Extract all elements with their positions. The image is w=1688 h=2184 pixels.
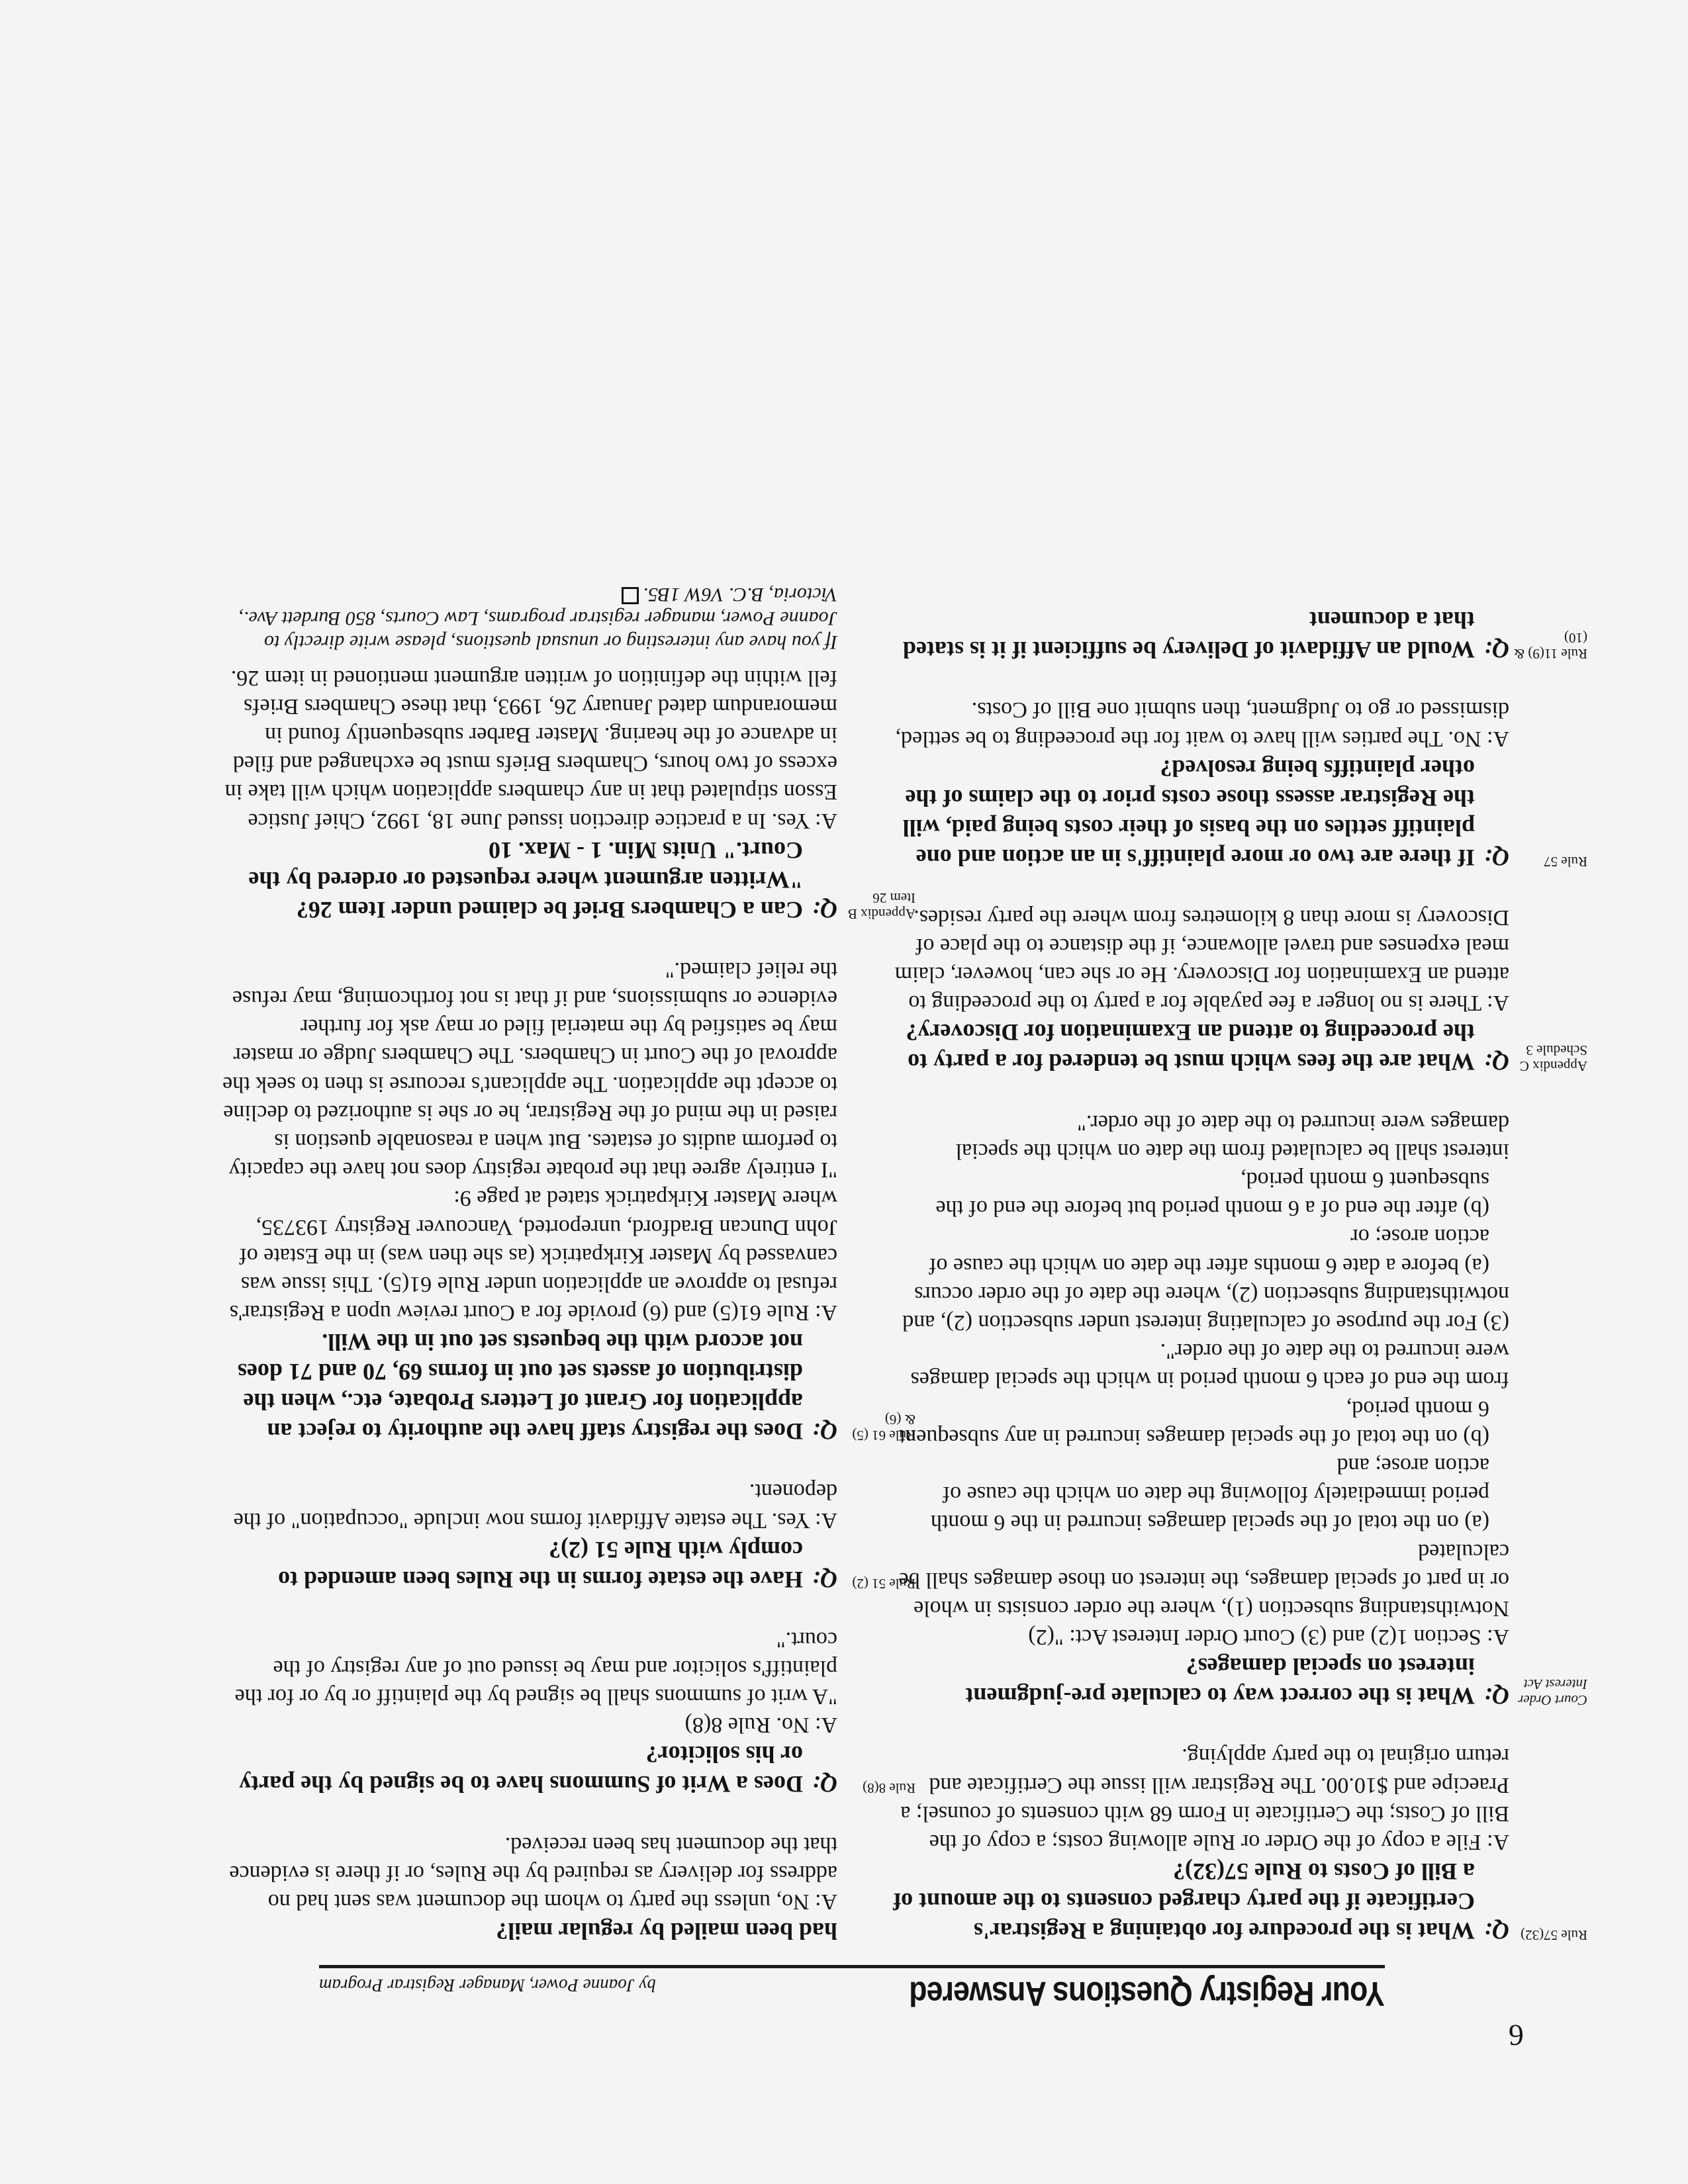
rule-tag: Appendix C Schedule 3 xyxy=(1519,1042,1587,1075)
answer-end: interest shall be calculated from the date on which the special damages were incurred to the date of the order." xyxy=(955,1110,1509,1163)
answer-subsection-3: (3) For the purpose of calculating interest under subsection (2), and notwithstanding subsection (2), where the date of the order occurs xyxy=(902,1281,1509,1335)
qa-court-order-interest xyxy=(890,1108,1587,1711)
question: Q:Does the registry staff have the authority to reject an application for Grant of Letters Probate, etc., when the distribution of assets set out in forms 69, 70 and 71 does not accord with the bequests set out in the Will. xyxy=(237,1329,837,1445)
question: Q:What are the fees which must be tendered for a party to the proceeding to attend an Examination for Discovery? xyxy=(906,1019,1509,1076)
list-item: (b) after the end of a 6 month period but before the end of the subsequent 6 month period, xyxy=(935,1167,1489,1221)
rule-tag: Rule 8(8) xyxy=(863,1780,915,1797)
question: Q:Have the estate forms in the Rules been amended to comply with Rule 51 (2)? xyxy=(278,1536,837,1593)
rule-tag: Rule 61 (5) & (6) xyxy=(852,1412,915,1444)
answer-quote: "I entirely agree that the probate registry does not have the capacity to perform audits of estates. But when a reasonable question is raised in the mind of the Registrar, he or she is authorized to decline to accept the application. The applicant's recourse is then to seek the approval of the Court in Chambers. The Chambers Judge or master may be satisfied by the material filed or may ask for further evidence or submissions, and if that is not forthcoming, may refuse the relief claimed." xyxy=(222,957,837,1183)
page-title: Your Registry Questions Answered xyxy=(910,1974,1385,2013)
list-item: (b) on the total of the special damages incurred in any subsequent 6 month period, xyxy=(898,1396,1489,1449)
byline: by Joanne Power, Manager Registrar Program xyxy=(319,1976,656,1995)
left-column xyxy=(890,605,1587,1946)
question: Q:What is the correct way to calculate pre-judgment interest on special damages? xyxy=(965,1653,1509,1710)
rule-tag: Court Order Interest Act xyxy=(1518,1676,1587,1709)
answer: A: Yes. In a practice direction issued June 18, 1992, Chief Justice Esson stipulated that in any chambers application which will take in excess of two hours, Chambers Briefs must be exchanged and filed in advance of the hearing. Master Barber subsequently found in memorandum dated January 26, 1993, that these Chambers Briefs fell within the definition of written argument mentioned in item 26. xyxy=(224,665,837,833)
qa-rule-11-9-continued xyxy=(222,1830,837,1946)
answer-list-2 xyxy=(890,1165,1509,1280)
answer: A: Yes. The estate Affidavit forms now include "occupation" of the deponent. xyxy=(233,1479,837,1533)
answer: A: There is no longer a fee payable for a party to the proceeding to attend an Examination for Discovery. He or she can, however, claim meal expenses and travel allowance, if the distance to the place of Discovery is more than 8 kilometres from where the party resides. xyxy=(894,905,1509,1016)
question: Q:Can a Chambers Brief be claimed under Item 26? "Written argument where requested or ordered by the Court." Units Min. 1 - Max. 10 xyxy=(248,837,837,923)
page-number: 6 xyxy=(1509,2019,1524,2052)
qa-rule-61-5 xyxy=(222,956,915,1447)
qa-rule-51-2 xyxy=(222,1477,915,1594)
right-column xyxy=(222,582,915,1946)
rule-tag: Rule 51 (2) xyxy=(852,1575,915,1592)
answer-list xyxy=(890,1394,1509,1537)
answer-mid: from the end of each 6 month period in which the special damages were incurred to the date of the order". xyxy=(910,1339,1509,1392)
qa-appendix-c xyxy=(890,903,1587,1077)
list-item: (a) on the total of the special damages incurred in the 6 month period immediately following the date on which the cause of action arose; and xyxy=(930,1453,1489,1535)
answer: A: File a copy of the Order or Rule allowing costs; a copy of the Bill of Costs; the Certificate in Form 68 with consents of counsel; a Praecipe and $10.00. The Registrar will issue the Certificate and return original to the party applying. xyxy=(900,1744,1509,1854)
answer: A: Rule 61(5) and (6) provide for a Court review upon a Registrar's refusal to approve an application under Rule 61(5). This issue was canvassed by Master Kirkpatrick (as she then was) in the Estate of John Duncan Bradford, unreported, Vancouver Registry 193735, where Master Kirkpatrick stated at page 9: xyxy=(229,1186,837,1326)
header xyxy=(319,1965,1385,2021)
qa-rule-57 xyxy=(890,696,1587,872)
answer-quote: "A writ of summons shall be signed by the plaintiff or by or for the plaintiff's solicitor and may be issued out of any registry of the court." xyxy=(234,1627,837,1709)
qa-rule-11-9 xyxy=(890,605,1587,664)
qa-rule-57-32 xyxy=(890,1742,1587,1946)
rule-tag: Rule 57 xyxy=(1544,853,1587,870)
question: Q:Would an Affidavit of Delivery be sufficient if it is stated that a document xyxy=(903,607,1509,664)
question-continued: had been mailed by regular mail? xyxy=(496,1918,837,1944)
answer: A: No. The parties will have to wait for the proceeding to be settled, dismissed or go to Judgment, then submit one Bill of Costs. xyxy=(895,698,1509,751)
question: Q:If there are two or more plaintiff's in an action and one plaintiff settles on the basis of their costs being paid, will the Registrar assess those costs prior to the claims of the other plaintiffs being resolved? xyxy=(902,754,1509,871)
end-mark-icon xyxy=(622,587,639,604)
rule-tag: Rule 11(9) & (10) xyxy=(1513,630,1587,662)
contact-footer: If you have any interesting or unusual questions, please write directly to Joanne Power, manager registrar programs, Law Courts, 850 Burdett Ave., Victoria, B.C. V6W 1B5. xyxy=(238,584,837,654)
question: Q:What is the procedure for obtaining a Registrar's Certificate if the party charged consents to the amount of a Bill of Costs to Rule 57(32)? xyxy=(893,1858,1509,1944)
answer: A: No. Rule 8(8) xyxy=(684,1713,837,1738)
qa-rule-8-8 xyxy=(222,1625,915,1799)
question: Q:Does a Writ of Summons have to be signed by the party or his solicitor? xyxy=(239,1741,837,1798)
answer-intro: A: Section 1(2) and (3) Court Order Interest Act: "(2) Notwithstanding subsection (1), where the order consists in whole or in part of special damages, the interest on those damages shall be calculated xyxy=(898,1539,1509,1650)
list-item: (a) before a date 6 months after the date on which the cause of action arose; or xyxy=(929,1224,1489,1278)
rule-tag: Appendix B Item 26 xyxy=(847,889,915,922)
qa-appendix-b xyxy=(222,663,915,924)
rule-tag: Rule 57(32) xyxy=(1521,1927,1587,1943)
answer: A: No, unless the party to whom the document was sent had no address for delivery as required by the Rules, or if there is evidence that the document has been received. xyxy=(229,1832,837,1914)
